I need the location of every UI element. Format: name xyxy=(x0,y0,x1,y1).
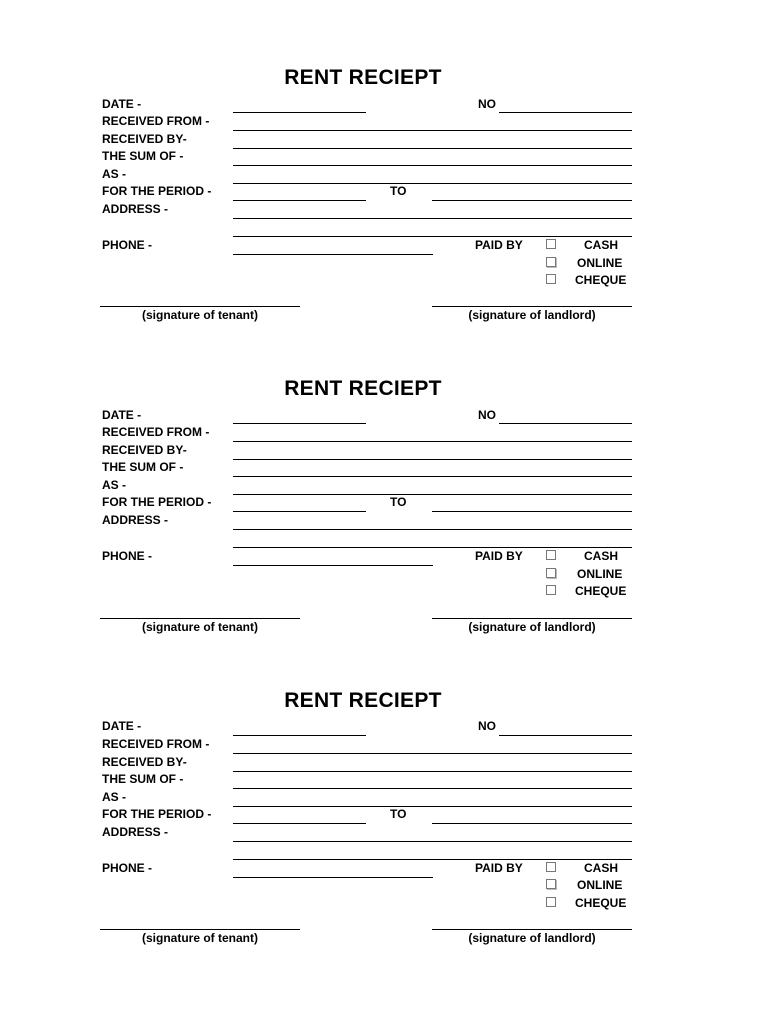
cash-checkbox[interactable] xyxy=(546,862,556,872)
address-field-2[interactable] xyxy=(233,547,632,548)
receipt-number-field[interactable] xyxy=(499,735,632,736)
address-field-2[interactable] xyxy=(233,236,632,237)
receipt-title: RENT RECIEPT xyxy=(284,689,442,712)
received-by-label: RECEIVED BY- xyxy=(102,755,187,769)
receipt-2 xyxy=(0,377,768,677)
online-option-label: ONLINE xyxy=(577,567,623,581)
sum-label: THE SUM OF - xyxy=(102,460,184,474)
paid-by-label: PAID BY xyxy=(475,861,523,875)
landlord-signature-line[interactable] xyxy=(432,929,632,930)
cash-checkbox[interactable] xyxy=(546,239,556,249)
cash-option-label: CASH xyxy=(584,238,619,252)
phone-field[interactable] xyxy=(233,877,433,878)
no-label: NO xyxy=(478,408,496,422)
as-label: AS - xyxy=(102,167,126,181)
receipt-title: RENT RECIEPT xyxy=(284,66,442,89)
date-label: DATE - xyxy=(102,97,142,111)
as-field[interactable] xyxy=(233,806,632,807)
no-label: NO xyxy=(478,719,496,733)
as-label: AS - xyxy=(102,478,126,492)
landlord-signature-line[interactable] xyxy=(432,618,632,619)
online-checkbox[interactable] xyxy=(546,879,556,889)
date-field[interactable] xyxy=(233,735,366,736)
period-label: FOR THE PERIOD - xyxy=(102,807,212,821)
date-field[interactable] xyxy=(233,112,366,113)
online-option-label: ONLINE xyxy=(577,878,623,892)
cheque-option-label: CHEQUE xyxy=(575,896,627,910)
received-from-label: RECEIVED FROM - xyxy=(102,114,210,128)
received-by-field[interactable] xyxy=(233,148,632,149)
sum-label: THE SUM OF - xyxy=(102,772,184,786)
phone-field[interactable] xyxy=(233,254,433,255)
receipt-3 xyxy=(0,689,768,989)
received-by-label: RECEIVED BY- xyxy=(102,132,187,146)
paid-by-label: PAID BY xyxy=(475,238,523,252)
address-field[interactable] xyxy=(233,841,632,842)
to-label: TO xyxy=(390,184,407,198)
period-to-field[interactable] xyxy=(432,823,632,824)
cheque-option-label: CHEQUE xyxy=(575,584,627,598)
to-label: TO xyxy=(390,807,407,821)
address-field-2[interactable] xyxy=(233,859,632,860)
cash-option-label: CASH xyxy=(584,549,619,563)
sum-field[interactable] xyxy=(233,165,632,166)
address-field[interactable] xyxy=(233,529,632,530)
sum-field[interactable] xyxy=(233,476,632,477)
sum-field[interactable] xyxy=(233,788,632,789)
received-from-field[interactable] xyxy=(233,130,632,131)
received-by-field[interactable] xyxy=(233,771,632,772)
phone-label: PHONE - xyxy=(102,549,153,563)
period-label: FOR THE PERIOD - xyxy=(102,184,212,198)
period-from-field[interactable] xyxy=(233,200,366,201)
cheque-checkbox[interactable] xyxy=(546,585,556,595)
period-to-field[interactable] xyxy=(432,200,632,201)
tenant-signature-line[interactable] xyxy=(100,618,300,619)
tenant-signature-line[interactable] xyxy=(100,306,300,307)
as-label: AS - xyxy=(102,790,126,804)
cheque-checkbox[interactable] xyxy=(546,274,556,284)
cheque-option-label: CHEQUE xyxy=(575,273,627,287)
cash-checkbox[interactable] xyxy=(546,550,556,560)
landlord-signature-label: (signature of landlord) xyxy=(468,308,596,322)
period-to-field[interactable] xyxy=(432,511,632,512)
tenant-signature-label: (signature of tenant) xyxy=(142,931,258,945)
tenant-signature-line[interactable] xyxy=(100,929,300,930)
to-label: TO xyxy=(390,495,407,509)
date-label: DATE - xyxy=(102,719,142,733)
tenant-signature-label: (signature of tenant) xyxy=(142,620,258,634)
received-from-label: RECEIVED FROM - xyxy=(102,737,210,751)
receipt-number-field[interactable] xyxy=(499,112,632,113)
online-checkbox[interactable] xyxy=(546,568,556,578)
online-checkbox[interactable] xyxy=(546,257,556,267)
no-label: NO xyxy=(478,97,496,111)
address-field[interactable] xyxy=(233,218,632,219)
landlord-signature-label: (signature of landlord) xyxy=(468,931,596,945)
sum-label: THE SUM OF - xyxy=(102,149,184,163)
received-from-field[interactable] xyxy=(233,753,632,754)
period-from-field[interactable] xyxy=(233,511,366,512)
landlord-signature-line[interactable] xyxy=(432,306,632,307)
period-label: FOR THE PERIOD - xyxy=(102,495,212,509)
received-by-label: RECEIVED BY- xyxy=(102,443,187,457)
paid-by-label: PAID BY xyxy=(475,549,523,563)
date-field[interactable] xyxy=(233,423,366,424)
received-by-field[interactable] xyxy=(233,459,632,460)
received-from-field[interactable] xyxy=(233,441,632,442)
date-label: DATE - xyxy=(102,408,142,422)
as-field[interactable] xyxy=(233,494,632,495)
receipt-1 xyxy=(0,66,768,366)
cheque-checkbox[interactable] xyxy=(546,897,556,907)
phone-label: PHONE - xyxy=(102,861,153,875)
receipt-number-field[interactable] xyxy=(499,423,632,424)
as-field[interactable] xyxy=(233,183,632,184)
address-label: ADDRESS - xyxy=(102,513,169,527)
receipt-title: RENT RECIEPT xyxy=(284,377,442,400)
tenant-signature-label: (signature of tenant) xyxy=(142,308,258,322)
cash-option-label: CASH xyxy=(584,861,619,875)
received-from-label: RECEIVED FROM - xyxy=(102,425,210,439)
phone-field[interactable] xyxy=(233,565,433,566)
online-option-label: ONLINE xyxy=(577,256,623,270)
period-from-field[interactable] xyxy=(233,823,366,824)
landlord-signature-label: (signature of landlord) xyxy=(468,620,596,634)
address-label: ADDRESS - xyxy=(102,825,169,839)
address-label: ADDRESS - xyxy=(102,202,169,216)
phone-label: PHONE - xyxy=(102,238,153,252)
